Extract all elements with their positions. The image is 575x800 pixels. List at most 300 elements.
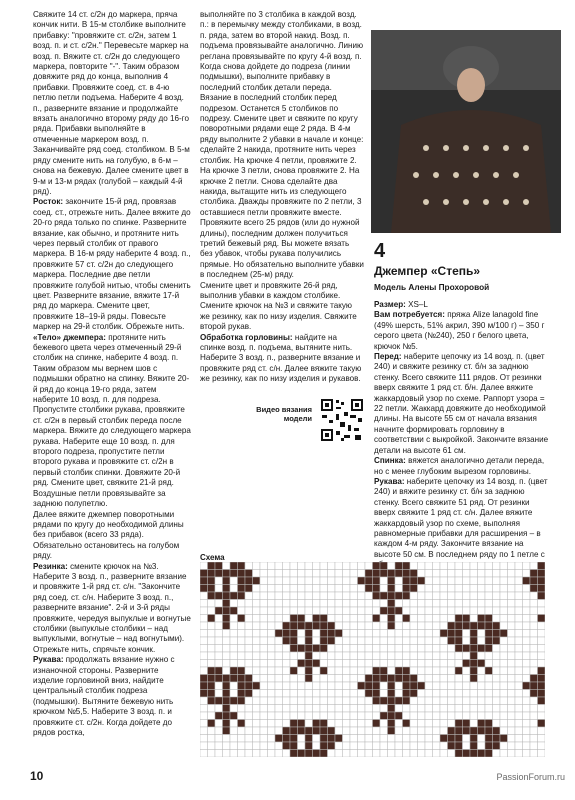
chart-cell bbox=[433, 697, 441, 705]
chart-cell bbox=[418, 637, 426, 645]
chart-cell bbox=[508, 645, 516, 653]
chart-cell bbox=[208, 622, 216, 630]
chart-cell bbox=[283, 742, 291, 750]
chart-cell bbox=[470, 592, 478, 600]
chart-cell bbox=[530, 735, 538, 743]
chart-cell bbox=[373, 622, 381, 630]
chart-cell bbox=[455, 720, 463, 728]
chart-cell bbox=[523, 607, 531, 615]
chart-cell bbox=[515, 615, 523, 623]
chart-cell bbox=[268, 742, 276, 750]
chart-cell bbox=[373, 750, 381, 758]
chart-cell bbox=[418, 697, 426, 705]
chart-cell bbox=[358, 667, 366, 675]
chart-cell bbox=[320, 742, 328, 750]
chart-cell bbox=[223, 705, 231, 713]
chart-cell bbox=[418, 562, 426, 570]
chart-cell bbox=[253, 577, 261, 585]
chart-cell bbox=[508, 750, 516, 758]
chart-cell bbox=[275, 727, 283, 735]
chart-cell bbox=[313, 742, 321, 750]
chart-cell bbox=[440, 697, 448, 705]
chart-cell bbox=[463, 630, 471, 638]
chart-cell bbox=[388, 690, 396, 698]
chart-cell bbox=[523, 675, 531, 683]
chart-cell bbox=[200, 675, 208, 683]
chart-cell bbox=[470, 712, 478, 720]
chart-cell bbox=[380, 570, 388, 578]
chart-cell bbox=[298, 622, 306, 630]
chart-cell bbox=[320, 622, 328, 630]
chart-cell bbox=[455, 630, 463, 638]
chart-cell bbox=[328, 600, 336, 608]
chart-cell bbox=[238, 652, 246, 660]
chart-cell bbox=[410, 645, 418, 653]
chart-cell bbox=[290, 727, 298, 735]
sweater-photo bbox=[371, 30, 561, 233]
chart-cell bbox=[388, 720, 396, 728]
paragraph-text: наберите цепочку из 14 возд. п. (цвет 240) и свяжите резинку ст. б/н за заднюю стенку. Всего свяжите 111 рядов. От резинки вверх свяжите 1 ряд ст. б/н. Далее вяжите жаккардовый узор по схеме. Раппорт узора = 22 петли. Жаккард довяжите до необходимой длины. На высоте 55 см от начала вязания начните формировать горловину в соответствии с выкройкой. Закончите вязание детали на высоте 61 см. bbox=[374, 352, 549, 455]
chart-cell bbox=[515, 727, 523, 735]
chart-cell bbox=[425, 645, 433, 653]
chart-cell bbox=[343, 712, 351, 720]
chart-cell bbox=[365, 615, 373, 623]
chart-cell bbox=[463, 660, 471, 668]
chart-cell bbox=[455, 690, 463, 698]
chart-cell bbox=[493, 660, 501, 668]
chart-cell bbox=[455, 645, 463, 653]
chart-cell bbox=[328, 682, 336, 690]
chart-cell bbox=[200, 750, 208, 758]
chart-cell bbox=[410, 615, 418, 623]
chart-cell bbox=[358, 750, 366, 758]
chart-cell bbox=[328, 705, 336, 713]
chart-cell bbox=[283, 705, 291, 713]
chart-cell bbox=[350, 690, 358, 698]
chart-cell bbox=[448, 645, 456, 653]
chart-cell bbox=[448, 660, 456, 668]
chart-cell bbox=[215, 592, 223, 600]
chart-cell bbox=[500, 562, 508, 570]
chart-cell bbox=[515, 600, 523, 608]
chart-cell bbox=[365, 622, 373, 630]
chart-cell bbox=[253, 735, 261, 743]
col1-paragraph bbox=[33, 655, 191, 738]
chart-cell bbox=[395, 570, 403, 578]
chart-cell bbox=[380, 652, 388, 660]
chart-cell bbox=[448, 690, 456, 698]
chart-cell bbox=[328, 607, 336, 615]
chart-cell bbox=[283, 592, 291, 600]
chart-cell bbox=[418, 690, 426, 698]
chart-cell bbox=[268, 690, 276, 698]
chart-cell bbox=[448, 712, 456, 720]
chart-cell bbox=[530, 652, 538, 660]
pattern-title-block bbox=[374, 262, 554, 292]
chart-cell bbox=[245, 735, 253, 743]
chart-cell bbox=[223, 562, 231, 570]
chart-cell bbox=[268, 750, 276, 758]
chart-cell bbox=[253, 727, 261, 735]
chart-cell bbox=[350, 675, 358, 683]
chart-cell bbox=[508, 667, 516, 675]
chart-cell bbox=[493, 735, 501, 743]
chart-cell bbox=[238, 600, 246, 608]
chart-cell bbox=[388, 705, 396, 713]
chart-cell bbox=[410, 720, 418, 728]
chart-cell bbox=[350, 637, 358, 645]
chart-cell bbox=[343, 652, 351, 660]
chart-cell bbox=[478, 720, 486, 728]
chart-cell bbox=[395, 750, 403, 758]
chart-cell bbox=[530, 645, 538, 653]
chart-cell bbox=[358, 742, 366, 750]
chart-cell bbox=[200, 682, 208, 690]
chart-cell bbox=[463, 615, 471, 623]
chart-cell bbox=[328, 720, 336, 728]
chart-cell bbox=[275, 652, 283, 660]
chart-cell bbox=[530, 622, 538, 630]
chart-cell bbox=[290, 735, 298, 743]
chart-cell bbox=[208, 742, 216, 750]
chart-cell bbox=[485, 577, 493, 585]
chart-cell bbox=[493, 615, 501, 623]
chart-cell bbox=[223, 585, 231, 593]
chart-cell bbox=[253, 742, 261, 750]
chart-cell bbox=[515, 630, 523, 638]
chart-cell bbox=[305, 735, 313, 743]
chart-cell bbox=[410, 607, 418, 615]
paragraph-text: Далее вяжите джемпер поворотными рядами по кругу до необходимой длины без прибавок (всего 33 ряда). Обязательно остановитесь на голубом ряду. bbox=[33, 509, 184, 561]
chart-cell bbox=[448, 622, 456, 630]
chart-cell bbox=[448, 667, 456, 675]
chart-cell bbox=[470, 697, 478, 705]
chart-cell bbox=[470, 682, 478, 690]
chart-cell bbox=[350, 615, 358, 623]
chart-cell bbox=[515, 652, 523, 660]
chart-cell bbox=[200, 727, 208, 735]
chart-cell bbox=[328, 577, 336, 585]
chart-cell bbox=[373, 630, 381, 638]
chart-cell bbox=[523, 712, 531, 720]
chart-cell bbox=[275, 667, 283, 675]
chart-cell bbox=[335, 697, 343, 705]
chart-cell bbox=[328, 667, 336, 675]
chart-cell bbox=[425, 615, 433, 623]
col1-paragraph bbox=[33, 333, 191, 510]
chart-cell bbox=[350, 562, 358, 570]
chart-cell bbox=[290, 682, 298, 690]
chart-cell bbox=[283, 585, 291, 593]
chart-cell bbox=[305, 690, 313, 698]
chart-cell bbox=[448, 742, 456, 750]
chart-cell bbox=[275, 720, 283, 728]
chart-cell bbox=[238, 667, 246, 675]
chart-cell bbox=[395, 667, 403, 675]
chart-cell bbox=[313, 615, 321, 623]
chart-cell bbox=[215, 720, 223, 728]
chart-cell bbox=[350, 682, 358, 690]
chart-cell bbox=[343, 735, 351, 743]
chart-cell bbox=[530, 682, 538, 690]
chart-cell bbox=[485, 712, 493, 720]
paragraph-text: смените крючок на №3. Наберите 3 возд. п., разверните вязание и провяжите 1-й ряд ст. с/н. "Закончите ряд соед. ст. с/н. Наберите 3 возд. п., разверните вязание". 2-й и 3-й ряды провяжите, чередуя выпуклые и вогнутые столбики (выпуклые столбики – над выпуклыми, вогнутые – над вогнутыми). Отрежьте нить, спрячьте кончик. bbox=[33, 561, 191, 654]
chart-cell bbox=[508, 577, 516, 585]
chart-cell bbox=[530, 615, 538, 623]
chart-cell bbox=[253, 682, 261, 690]
chart-cell bbox=[313, 637, 321, 645]
chart-cell bbox=[380, 705, 388, 713]
chart-cell bbox=[380, 727, 388, 735]
paragraph-label: «Тело» джемпера: bbox=[33, 332, 106, 342]
chart-cell bbox=[200, 667, 208, 675]
chart-cell bbox=[208, 585, 216, 593]
chart-cell bbox=[215, 622, 223, 630]
chart-cell bbox=[283, 697, 291, 705]
paragraph-text: найдите на спинке возд. п. подъема, вытяните нить. Наберите 3 возд. п., разверните вязание и провяжите ряд ст. с/н. Далее вяжите такую же резинку, как по низу изделия и рукавов. bbox=[200, 332, 362, 384]
chart-cell bbox=[343, 705, 351, 713]
chart-cell bbox=[508, 600, 516, 608]
chart-cell bbox=[305, 705, 313, 713]
chart-cell bbox=[358, 622, 366, 630]
chart-cell bbox=[275, 682, 283, 690]
chart-cell bbox=[268, 705, 276, 713]
chart-cell bbox=[433, 727, 441, 735]
chart-cell bbox=[298, 682, 306, 690]
chart-cell bbox=[245, 600, 253, 608]
chart-cell bbox=[343, 750, 351, 758]
chart-cell bbox=[440, 630, 448, 638]
chart-cell bbox=[275, 592, 283, 600]
chart-cell bbox=[538, 675, 546, 683]
chart-cell bbox=[493, 712, 501, 720]
chart-cell bbox=[388, 607, 396, 615]
chart-cell bbox=[448, 652, 456, 660]
chart-cell bbox=[418, 727, 426, 735]
chart-cell bbox=[245, 622, 253, 630]
chart-cell bbox=[508, 622, 516, 630]
chart-cell bbox=[335, 600, 343, 608]
chart-cell bbox=[508, 570, 516, 578]
chart-cell bbox=[500, 720, 508, 728]
paragraph-text: закончите 15-й ряд, провязав соед. ст., отрежьте нить. Далее вяжите до 20-го ряда только по спинке. Разверните вязание, как обычно, и протяните нить через первый столбик от правого маркера. В 16-м ряду наберите 4 возд. п., провяжите 57 ст. с/2н до следующего маркера. Последние две петли провяжите голубой нитью, чтобы сменить цвет. Разверните вязание, вяжите 17-й ряд до маркера. Смените цвет, провяжите 18–19-й ряды. Повесьте маркер на 29-й столбик. Обрежьте нить. bbox=[33, 197, 191, 332]
chart-cell bbox=[508, 712, 516, 720]
chart-cell bbox=[508, 615, 516, 623]
chart-cell bbox=[395, 637, 403, 645]
chart-cell bbox=[470, 570, 478, 578]
chart-cell bbox=[230, 735, 238, 743]
chart-cell bbox=[380, 637, 388, 645]
chart-cell bbox=[305, 585, 313, 593]
chart-cell bbox=[290, 615, 298, 623]
chart-cell bbox=[268, 652, 276, 660]
chart-cell bbox=[275, 600, 283, 608]
chart-cell bbox=[373, 735, 381, 743]
chart-cell bbox=[290, 720, 298, 728]
chart-cell bbox=[418, 607, 426, 615]
chart-cell bbox=[470, 705, 478, 713]
chart-cell bbox=[508, 742, 516, 750]
chart-cell bbox=[530, 570, 538, 578]
chart-cell bbox=[365, 660, 373, 668]
chart-cell bbox=[485, 667, 493, 675]
chart-cell bbox=[200, 697, 208, 705]
chart-cell bbox=[320, 705, 328, 713]
chart-cell bbox=[343, 667, 351, 675]
chart-cell bbox=[208, 690, 216, 698]
chart-cell bbox=[358, 735, 366, 743]
chart-cell bbox=[260, 690, 268, 698]
chart-cell bbox=[493, 720, 501, 728]
chart-cell bbox=[238, 742, 246, 750]
chart-cell bbox=[410, 750, 418, 758]
chart-cell bbox=[245, 697, 253, 705]
chart-cell bbox=[350, 660, 358, 668]
chart-cell bbox=[380, 667, 388, 675]
chart-cell bbox=[538, 682, 546, 690]
chart-cell bbox=[245, 690, 253, 698]
chart-cell bbox=[388, 652, 396, 660]
chart-cell bbox=[253, 652, 261, 660]
chart-cell bbox=[493, 577, 501, 585]
paragraph-label: Вам потребуется: bbox=[374, 310, 445, 320]
chart-cell bbox=[298, 630, 306, 638]
chart-cell bbox=[403, 727, 411, 735]
chart-cell bbox=[410, 727, 418, 735]
chart-cell bbox=[470, 667, 478, 675]
chart-cell bbox=[440, 585, 448, 593]
chart-cell bbox=[290, 690, 298, 698]
chart-cell bbox=[238, 690, 246, 698]
chart-cell bbox=[335, 645, 343, 653]
chart-cell bbox=[365, 645, 373, 653]
chart-cell bbox=[260, 570, 268, 578]
chart-cell bbox=[313, 682, 321, 690]
chart-cell bbox=[208, 562, 216, 570]
chart-cell bbox=[388, 615, 396, 623]
chart-cell bbox=[380, 682, 388, 690]
chart-cell bbox=[493, 645, 501, 653]
chart-cell bbox=[380, 720, 388, 728]
chart-cell bbox=[470, 607, 478, 615]
paragraph-label: Спинка: bbox=[374, 456, 406, 466]
chart-cell bbox=[373, 682, 381, 690]
chart-cell bbox=[365, 570, 373, 578]
chart-cell bbox=[343, 577, 351, 585]
chart-cell bbox=[433, 705, 441, 713]
chart-cell bbox=[313, 600, 321, 608]
chart-cell bbox=[515, 720, 523, 728]
chart-cell bbox=[425, 637, 433, 645]
paragraph-label: Перед: bbox=[374, 352, 402, 362]
chart-cell bbox=[245, 750, 253, 758]
chart-cell bbox=[478, 705, 486, 713]
chart-cell bbox=[290, 562, 298, 570]
chart-cell bbox=[425, 570, 433, 578]
chart-cell bbox=[230, 750, 238, 758]
chart-cell bbox=[448, 630, 456, 638]
chart-cell bbox=[410, 735, 418, 743]
chart-cell bbox=[388, 682, 396, 690]
chart-cell bbox=[440, 562, 448, 570]
chart-cell bbox=[253, 720, 261, 728]
chart-cell bbox=[538, 690, 546, 698]
chart-cell bbox=[335, 742, 343, 750]
chart-cell bbox=[260, 645, 268, 653]
chart-cell bbox=[253, 592, 261, 600]
chart-cell bbox=[425, 622, 433, 630]
chart-cell bbox=[253, 675, 261, 683]
chart-cell bbox=[298, 607, 306, 615]
chart-cell bbox=[328, 697, 336, 705]
chart-cell bbox=[298, 570, 306, 578]
chart-cell bbox=[493, 600, 501, 608]
chart-cell bbox=[448, 675, 456, 683]
chart-cell bbox=[470, 562, 478, 570]
chart-cell bbox=[200, 705, 208, 713]
chart-cell bbox=[515, 667, 523, 675]
chart-cell bbox=[305, 720, 313, 728]
chart-cell bbox=[455, 727, 463, 735]
chart-cell bbox=[530, 705, 538, 713]
chart-cell bbox=[298, 592, 306, 600]
chart-cell bbox=[275, 735, 283, 743]
chart-cell bbox=[313, 675, 321, 683]
chart-cell bbox=[410, 682, 418, 690]
chart-cell bbox=[283, 675, 291, 683]
chart-cell bbox=[418, 750, 426, 758]
chart-cell bbox=[448, 750, 456, 758]
qr-code-icon[interactable] bbox=[320, 398, 364, 442]
chart-cell bbox=[320, 645, 328, 653]
chart-cell bbox=[440, 682, 448, 690]
chart-cell bbox=[448, 562, 456, 570]
chart-cell bbox=[403, 637, 411, 645]
chart-cell bbox=[290, 630, 298, 638]
chart-cell bbox=[305, 592, 313, 600]
chart-cell bbox=[253, 660, 261, 668]
chart-cell bbox=[268, 727, 276, 735]
chart-cell bbox=[455, 660, 463, 668]
chart-cell bbox=[365, 592, 373, 600]
chart-cell bbox=[440, 735, 448, 743]
chart-cell bbox=[208, 712, 216, 720]
chart-cell bbox=[200, 645, 208, 653]
chart-cell bbox=[470, 615, 478, 623]
chart-cell bbox=[538, 652, 546, 660]
chart-cell bbox=[515, 690, 523, 698]
col1-paragraph bbox=[33, 197, 191, 332]
chart-cell bbox=[290, 742, 298, 750]
chart-cell bbox=[268, 622, 276, 630]
chart-cell bbox=[463, 705, 471, 713]
chart-cell bbox=[508, 682, 516, 690]
chart-cell bbox=[290, 697, 298, 705]
chart-cell bbox=[448, 570, 456, 578]
chart-cell bbox=[343, 585, 351, 593]
chart-cell bbox=[455, 600, 463, 608]
chart-cell bbox=[425, 660, 433, 668]
chart-cell bbox=[335, 607, 343, 615]
chart-cell bbox=[440, 705, 448, 713]
chart-cell bbox=[433, 615, 441, 623]
chart-cell bbox=[200, 562, 208, 570]
chart-cell bbox=[395, 652, 403, 660]
chart-cell bbox=[455, 697, 463, 705]
chart-cell bbox=[440, 675, 448, 683]
chart-cell bbox=[343, 607, 351, 615]
chart-cell bbox=[493, 697, 501, 705]
